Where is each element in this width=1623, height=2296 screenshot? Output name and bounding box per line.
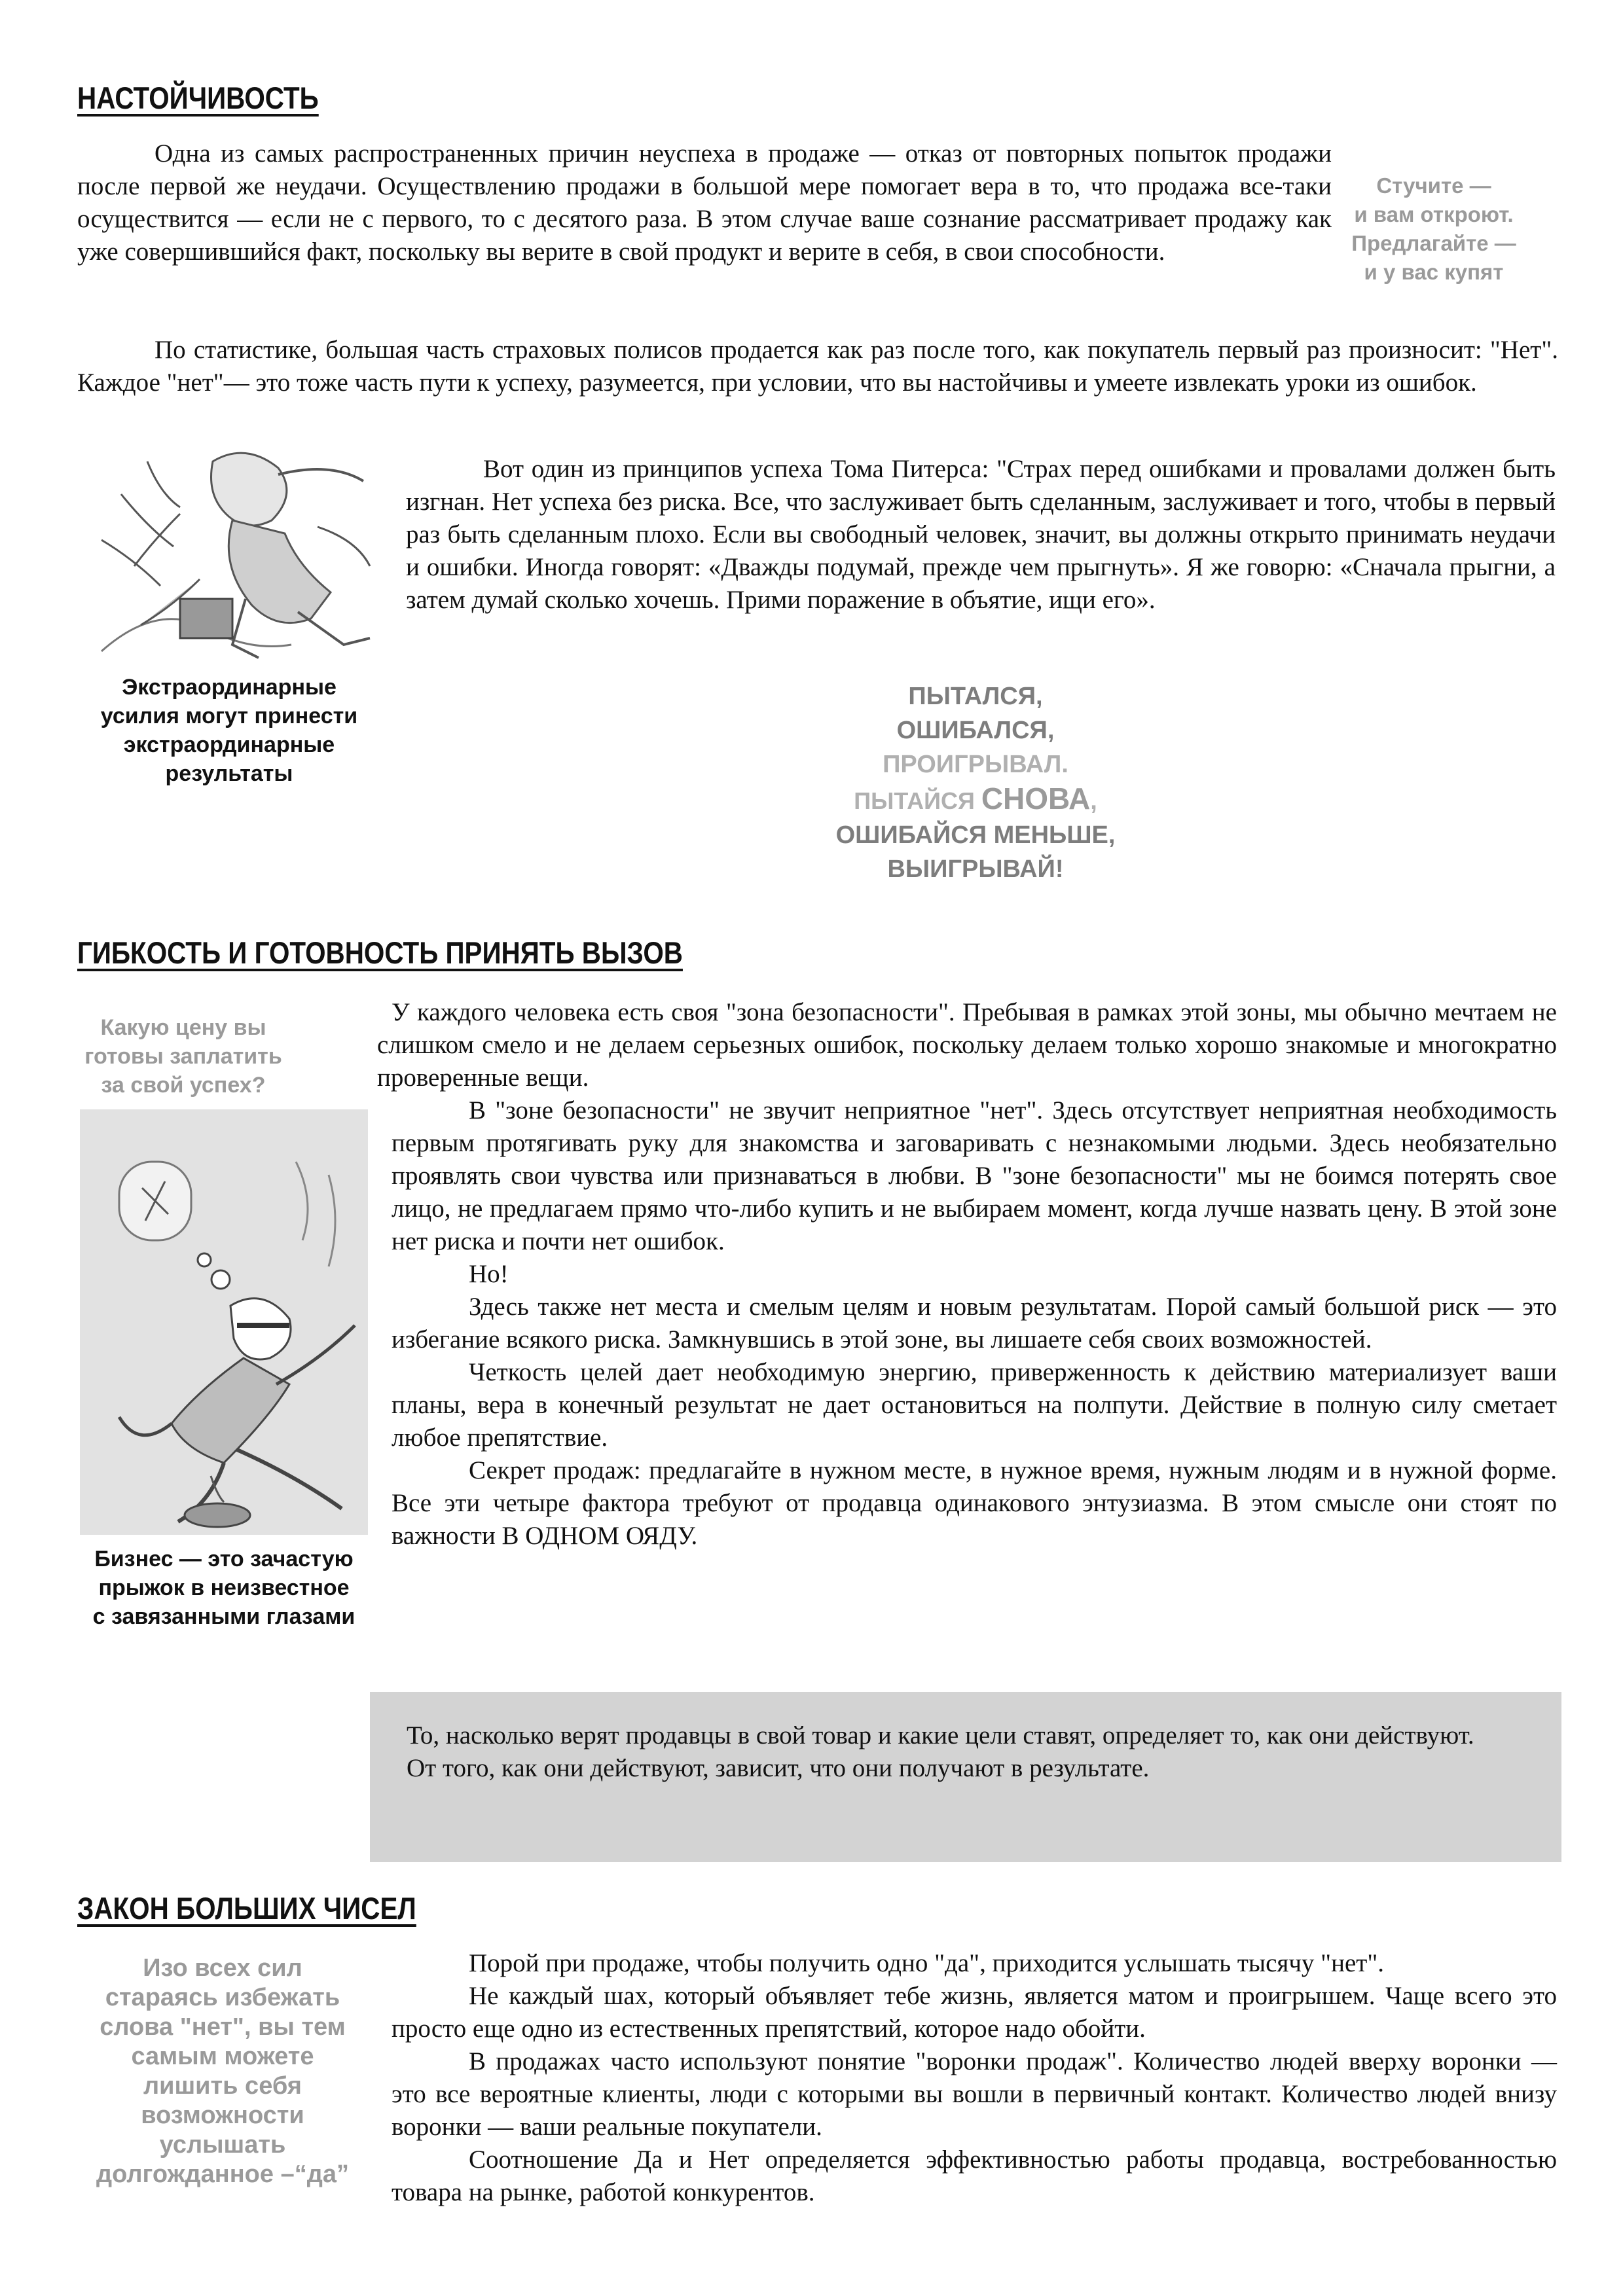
slogan-line: ПРОИГРЫВАЛ. xyxy=(883,751,1068,778)
slogan-line: ОШИБАЙСЯ МЕНЬШЕ, xyxy=(835,821,1116,849)
section-heading-flexibility: ГИБКОСТЬ И ГОТОВНОСТЬ ПРИНЯТЬ ВЫЗОВ xyxy=(77,935,683,970)
paragraph: Вот один из принципов успеха Тома Питерса: "Страх перед ошибками и провалами должен быть изгнан. Нет успеха без риска. Все, что заслуживает быть сделанным, заслуживает и того, чтобы в первый раз быть сделанным плохо. Если вы свободный человек, значит, вы должны открыто принимать неудачи и ошибки. Иногда говорят: «Дважды подумай, прежде чем прыгнуть». Я же говорю: «Сначала прыгни, а затем думай сколько хочешь. Прими поражение в объятие, ищи его». xyxy=(406,455,1556,614)
paragraph: От того, как они действуют, зависит, что они получают в результате. xyxy=(407,1754,1150,1782)
section-heading-persistence: НАСТОЙЧИВОСТЬ xyxy=(77,81,319,115)
slogan-line: ВЫИГРЫВАЙ! xyxy=(887,855,1064,883)
section2-body xyxy=(377,996,1557,1552)
caption-line: усилия могут принести xyxy=(100,704,358,728)
side-quote-line: за свой успех? xyxy=(101,1073,266,1098)
side-quote-line: Изо всех сил xyxy=(143,1954,302,1982)
paragraph: Не каждый шах, который объявляет тебе жизнь, является матом и проигрышем. Чаще всего это просто еще одно из естественных препятствий, которое надо обойти. xyxy=(392,1982,1557,2043)
illustration-effort xyxy=(82,435,380,671)
caption-line: экстраординарные xyxy=(123,732,335,757)
side-quote-line: самым можете xyxy=(131,2043,314,2070)
paragraph: Порой при продаже, чтобы получить одно "да", приходится услышать тысячу "нет". xyxy=(469,1949,1385,1977)
side-quote-line: возможности xyxy=(141,2102,304,2129)
paragraph: По статистике, большая часть страховых полисов продается как раз после того, как покупатель первый раз произносит: "Нет". Каждое "нет"— это тоже часть пути к успеху, разумеется, при условии, что вы настойчивы и умеете извлекать уроки из ошибок. xyxy=(77,336,1558,397)
side-quote-line: стараясь избежать xyxy=(105,1984,340,2011)
caption-line: Бизнес — это зачастую xyxy=(94,1547,354,1571)
section3-body xyxy=(392,1947,1557,2209)
side-quote-knock xyxy=(1336,171,1532,287)
side-quote-line: слова "нет", вы тем xyxy=(100,2013,346,2041)
side-quote-avoid-no xyxy=(65,1954,380,2189)
paragraph: В продажах часто используют понятие "воронки продаж". Количество людей вверху воронки — это все вероятные клиенты, люди с которыми вы вошли в первичный контакт. Количество людей внизу воронки — ваши реальные покупатели. xyxy=(392,2047,1557,2141)
side-quote-line: Предлагайте — xyxy=(1351,231,1516,255)
side-quote-line: и у вас купят xyxy=(1364,260,1504,284)
side-quote-line: долгожданное –“да” xyxy=(96,2161,349,2188)
paragraph: В "зоне безопасности" не звучит неприятное "нет". Здесь отсутствует неприятная необходимость первым протягивать руку для знакомства и заговаривать с незнакомыми людьми. Здесь необязательно проявлять свои чувства или признаваться в любви. В "зоне безопасности" мы не боимся потерять свое лицо, не предлагаем прямо что-либо купить и не выбираем момент, когда лучше назвать цену. В этой зоне нет риска и почти нет ошибок. xyxy=(392,1096,1557,1255)
caption-business-leap xyxy=(69,1545,378,1631)
peters-principle-paragraph xyxy=(406,453,1556,617)
slogan-try-again xyxy=(661,679,1290,886)
slogan-part-emphasis: СНОВА xyxy=(981,781,1091,816)
caption-line: с завязанными глазами xyxy=(92,1604,356,1629)
paragraph: То, насколько верят продавцы в свой товар и какие цели ставят, определяет то, как они действуют. xyxy=(407,1721,1474,1749)
slogan-part: , xyxy=(1090,787,1097,815)
side-quote-line: Стучите — xyxy=(1376,173,1491,198)
paragraph: Секрет продаж: предлагайте в нужном месте, в нужное время, нужным людям и в нужной форме. Все эти четыре фактора требуют от продавца одинакового энтузиазма. В этом смысле они стоят по важности В ОДНОМ ОЯДУ. xyxy=(392,1456,1557,1550)
section1-statistics-paragraph xyxy=(77,334,1558,399)
slogan-line: ОШИБАЛСЯ, xyxy=(896,717,1055,744)
person-crashing-illustration xyxy=(82,435,380,671)
side-quote-line: лишить себя xyxy=(143,2072,302,2100)
side-quote-line: готовы заплатить xyxy=(84,1044,282,1069)
section1-intro-paragraph xyxy=(77,137,1332,268)
side-quote-line: и вам откроют. xyxy=(1354,202,1514,226)
paragraph: Но! xyxy=(469,1260,509,1288)
slogan-line xyxy=(661,781,1290,818)
blindfolded-man-illustration xyxy=(80,1109,368,1535)
highlight-box xyxy=(370,1692,1561,1862)
section-heading-large-numbers: ЗАКОН БОЛЬШИХ ЧИСЕЛ xyxy=(77,1891,416,1926)
slogan-part: ПЫТАЙСЯ xyxy=(854,787,981,814)
highlight-box-text xyxy=(379,1719,1555,1785)
paragraph: У каждого человека есть своя "зона безопасности". Пребывая в рамках этой зоны, мы обычно мечтаем не слишком смело и не делаем серьезных ошибок, поскольку делаем только хорошо знакомые и многократно проверенные вещи. xyxy=(377,998,1557,1092)
paragraph: Четкость целей дает необходимую энергию, приверженность к действию материализует ваши планы, вера в конечный результат не дает остановиться на полпути. Действие в полную силу сметает любое препятствие. xyxy=(392,1358,1557,1452)
paragraph: Здесь также нет места и смелым целям и новым результатам. Порой самый большой риск — это избегание всякого риска. Замкнувшись в этой зоне, вы лишаете себя своих возможностей. xyxy=(392,1293,1557,1354)
caption-line: результаты xyxy=(165,761,293,786)
slogan-line: ПЫТАЛСЯ, xyxy=(908,683,1043,710)
side-quote-line: услышать xyxy=(159,2131,286,2159)
paragraph: Соотношение Да и Нет определяется эффективностью работы продавца, востребованностью товара на рынке, работой конкурентов. xyxy=(392,2145,1557,2206)
side-quote-line: Какую цену вы xyxy=(100,1015,266,1040)
caption-line: Экстраординарные xyxy=(122,675,337,700)
caption-extraordinary-efforts xyxy=(73,673,385,788)
caption-line: прыжок в неизвестное xyxy=(98,1575,350,1600)
paragraph: Одна из самых распространенных причин неуспеха в продаже — отказ от повторных попыток продажи после первой же неудачи. Осуществлению продажи в большой мере помогает вера в то, что продажа все-таки осуществится — если не с первого, то с десятого раза. В этом случае ваше сознание рассматривает продажу как уже совершившийся факт, поскольку вы верите в свой продукт и верите в себя, в свои способности. xyxy=(77,139,1332,266)
illustration-leap xyxy=(80,1109,368,1535)
side-quote-price xyxy=(72,1013,295,1100)
